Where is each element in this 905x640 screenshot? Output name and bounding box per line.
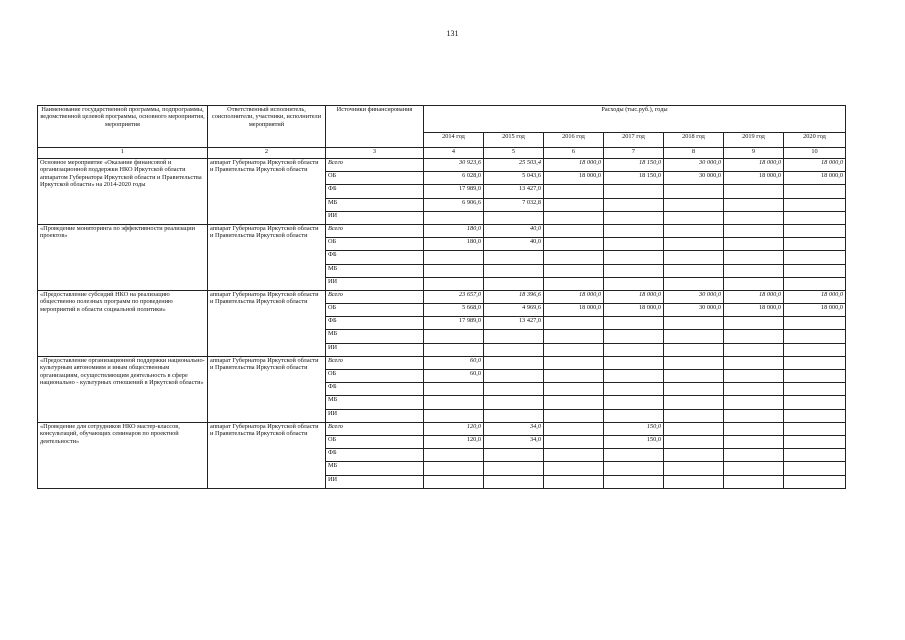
column-number-row bbox=[38, 148, 846, 159]
amount-cell: 18 000,0 bbox=[784, 290, 846, 303]
amount-cell bbox=[484, 475, 544, 488]
amount-cell bbox=[604, 224, 664, 237]
amount-cell: 34,0 bbox=[484, 422, 544, 435]
amount-cell bbox=[664, 264, 724, 277]
amount-cell bbox=[724, 198, 784, 211]
amount-cell bbox=[424, 383, 484, 396]
amount-cell bbox=[784, 238, 846, 251]
amount-cell bbox=[664, 409, 724, 422]
year-header: 2015 год bbox=[484, 133, 544, 148]
amount-cell bbox=[784, 185, 846, 198]
amount-cell bbox=[784, 475, 846, 488]
amount-cell bbox=[784, 422, 846, 435]
amount-cell bbox=[664, 356, 724, 369]
amount-cell bbox=[544, 396, 604, 409]
amount-cell: 120,0 bbox=[424, 422, 484, 435]
column-number: 10 bbox=[784, 148, 846, 159]
amount-cell: 18 000,0 bbox=[784, 172, 846, 185]
funding-source: ФБ bbox=[326, 317, 424, 330]
amount-cell bbox=[724, 211, 784, 224]
amount-cell bbox=[604, 383, 664, 396]
amount-cell bbox=[604, 211, 664, 224]
amount-cell: 150,0 bbox=[604, 422, 664, 435]
amount-cell bbox=[544, 343, 604, 356]
amount-cell: 6 906,6 bbox=[424, 198, 484, 211]
amount-cell bbox=[664, 383, 724, 396]
amount-cell: 7 032,8 bbox=[484, 198, 544, 211]
amount-cell bbox=[664, 238, 724, 251]
amount-cell bbox=[724, 277, 784, 290]
funding-source: МБ bbox=[326, 396, 424, 409]
amount-cell: 18 000,0 bbox=[604, 290, 664, 303]
funding-source: Всего bbox=[326, 290, 424, 303]
amount-cell bbox=[604, 475, 664, 488]
amount-cell: 13 427,0 bbox=[484, 317, 544, 330]
amount-cell bbox=[604, 277, 664, 290]
amount-cell bbox=[784, 435, 846, 448]
amount-cell bbox=[724, 435, 784, 448]
amount-cell bbox=[724, 449, 784, 462]
amount-cell bbox=[484, 277, 544, 290]
amount-cell bbox=[664, 370, 724, 383]
amount-cell bbox=[604, 251, 664, 264]
executor: аппарат Губернатора Иркутской области и Правительства Иркутской области bbox=[208, 290, 326, 356]
amount-cell bbox=[484, 330, 544, 343]
amount-cell bbox=[724, 409, 784, 422]
amount-cell bbox=[484, 409, 544, 422]
amount-cell: 120,0 bbox=[424, 435, 484, 448]
amount-cell bbox=[784, 251, 846, 264]
amount-cell bbox=[484, 264, 544, 277]
amount-cell bbox=[424, 264, 484, 277]
amount-cell bbox=[784, 462, 846, 475]
amount-cell: 17 989,0 bbox=[424, 317, 484, 330]
amount-cell: 30 000,0 bbox=[664, 159, 724, 172]
amount-cell: 30 000,0 bbox=[664, 172, 724, 185]
amount-cell bbox=[664, 277, 724, 290]
column-number: 9 bbox=[724, 148, 784, 159]
amount-cell bbox=[604, 185, 664, 198]
amount-cell: 4 969,6 bbox=[484, 304, 544, 317]
amount-cell bbox=[424, 251, 484, 264]
amount-cell bbox=[544, 330, 604, 343]
funding-source: ФБ bbox=[326, 449, 424, 462]
amount-cell bbox=[784, 211, 846, 224]
amount-cell bbox=[724, 251, 784, 264]
funding-source: ОБ bbox=[326, 238, 424, 251]
amount-cell: 23 657,0 bbox=[424, 290, 484, 303]
amount-cell bbox=[664, 422, 724, 435]
amount-cell: 40,0 bbox=[484, 224, 544, 237]
amount-cell: 18 000,0 bbox=[724, 172, 784, 185]
amount-cell bbox=[784, 224, 846, 237]
amount-cell bbox=[544, 198, 604, 211]
amount-cell bbox=[544, 409, 604, 422]
amount-cell bbox=[424, 211, 484, 224]
amount-cell bbox=[724, 396, 784, 409]
amount-cell bbox=[664, 396, 724, 409]
activity-name: «Предоставление субсидий НКО на реализацию общественно полезных программ по проведению мероприятий в области социальной политики» bbox=[38, 290, 208, 356]
table-row bbox=[38, 422, 846, 435]
funding-source: ИИ bbox=[326, 409, 424, 422]
amount-cell bbox=[664, 462, 724, 475]
amount-cell bbox=[664, 435, 724, 448]
amount-cell bbox=[724, 383, 784, 396]
amount-cell bbox=[544, 317, 604, 330]
amount-cell bbox=[544, 422, 604, 435]
year-header: 2020 год bbox=[784, 133, 846, 148]
funding-source: ОБ bbox=[326, 435, 424, 448]
amount-cell bbox=[724, 370, 784, 383]
column-number: 2 bbox=[208, 148, 326, 159]
amount-cell: 18 000,0 bbox=[544, 159, 604, 172]
amount-cell bbox=[544, 475, 604, 488]
amount-cell bbox=[484, 370, 544, 383]
activity-name: Основное мероприятие «Оказание финансовой и организационной поддержки НКО Иркутской области аппаратом Губернатора Иркутской области и Правительства Иркутской области» на 2014-2020 годы bbox=[38, 159, 208, 225]
column-number: 8 bbox=[664, 148, 724, 159]
executor: аппарат Губернатора Иркутской области и Правительства Иркутской области bbox=[208, 224, 326, 290]
amount-cell bbox=[664, 330, 724, 343]
amount-cell: 60,0 bbox=[424, 370, 484, 383]
amount-cell bbox=[784, 330, 846, 343]
amount-cell bbox=[664, 251, 724, 264]
amount-cell bbox=[484, 449, 544, 462]
amount-cell bbox=[604, 343, 664, 356]
year-header: 2016 год bbox=[544, 133, 604, 148]
amount-cell bbox=[664, 317, 724, 330]
amount-cell: 18 000,0 bbox=[604, 304, 664, 317]
funding-source: ОБ bbox=[326, 304, 424, 317]
funding-source: МБ bbox=[326, 462, 424, 475]
amount-cell: 18 150,0 bbox=[604, 159, 664, 172]
amount-cell bbox=[784, 449, 846, 462]
amount-cell bbox=[544, 462, 604, 475]
amount-cell: 180,0 bbox=[424, 224, 484, 237]
funding-source: МБ bbox=[326, 264, 424, 277]
column-number: 1 bbox=[38, 148, 208, 159]
amount-cell bbox=[484, 396, 544, 409]
amount-cell bbox=[544, 211, 604, 224]
executor: аппарат Губернатора Иркутской области и Правительства Иркутской области bbox=[208, 422, 326, 488]
amount-cell bbox=[724, 422, 784, 435]
amount-cell bbox=[664, 224, 724, 237]
amount-cell bbox=[724, 356, 784, 369]
table-row bbox=[38, 290, 846, 303]
amount-cell bbox=[544, 251, 604, 264]
amount-cell: 34,0 bbox=[484, 435, 544, 448]
amount-cell bbox=[604, 396, 664, 409]
amount-cell: 18 000,0 bbox=[784, 304, 846, 317]
column-number: 4 bbox=[424, 148, 484, 159]
amount-cell bbox=[424, 409, 484, 422]
amount-cell bbox=[724, 264, 784, 277]
amount-cell bbox=[544, 185, 604, 198]
amount-cell: 18 150,0 bbox=[604, 172, 664, 185]
amount-cell bbox=[484, 343, 544, 356]
amount-cell: 18 000,0 bbox=[724, 159, 784, 172]
amount-cell bbox=[784, 356, 846, 369]
amount-cell bbox=[724, 475, 784, 488]
activity-name: «Предоставление организационной поддержки национально-культурным автономиям и иным общественным организациям, осуществляющим деятельность в сфере национально - культурных отношений в Иркутской области» bbox=[38, 356, 208, 422]
budget-table bbox=[37, 105, 846, 489]
amount-cell bbox=[424, 475, 484, 488]
amount-cell bbox=[544, 224, 604, 237]
funding-source: ИИ bbox=[326, 343, 424, 356]
amount-cell bbox=[784, 277, 846, 290]
executor: аппарат Губернатора Иркутской области и Правительства Иркутской области bbox=[208, 356, 326, 422]
amount-cell: 6 028,0 bbox=[424, 172, 484, 185]
header-name: Наименование государственной программы, подпрограммы, ведомственной целевой программы, основного мероприятия, мероприятия bbox=[38, 106, 208, 148]
amount-cell bbox=[604, 449, 664, 462]
amount-cell bbox=[544, 238, 604, 251]
header-expenses: Расходы (тыс.руб.), годы bbox=[424, 106, 846, 133]
amount-cell: 30 923,6 bbox=[424, 159, 484, 172]
column-number: 5 bbox=[484, 148, 544, 159]
amount-cell bbox=[484, 383, 544, 396]
funding-source: ФБ bbox=[326, 251, 424, 264]
amount-cell: 18 000,0 bbox=[724, 304, 784, 317]
amount-cell: 18 000,0 bbox=[544, 172, 604, 185]
amount-cell bbox=[724, 330, 784, 343]
funding-source: ФБ bbox=[326, 383, 424, 396]
column-number: 3 bbox=[326, 148, 424, 159]
amount-cell bbox=[664, 475, 724, 488]
amount-cell bbox=[604, 462, 664, 475]
amount-cell bbox=[604, 317, 664, 330]
amount-cell: 18 000,0 bbox=[544, 290, 604, 303]
amount-cell bbox=[784, 383, 846, 396]
executor: аппарат Губернатора Иркутской области и Правительства Иркутской области bbox=[208, 159, 326, 225]
amount-cell: 60,0 bbox=[424, 356, 484, 369]
amount-cell bbox=[784, 317, 846, 330]
funding-source: ОБ bbox=[326, 370, 424, 383]
funding-source: ИИ bbox=[326, 211, 424, 224]
amount-cell bbox=[724, 462, 784, 475]
amount-cell bbox=[544, 264, 604, 277]
table-row bbox=[38, 224, 846, 237]
amount-cell bbox=[724, 224, 784, 237]
header-source: Источники финансирования bbox=[326, 106, 424, 148]
amount-cell: 5 668,0 bbox=[424, 304, 484, 317]
amount-cell: 18 000,0 bbox=[784, 159, 846, 172]
funding-source: МБ bbox=[326, 330, 424, 343]
column-number: 6 bbox=[544, 148, 604, 159]
amount-cell bbox=[604, 198, 664, 211]
amount-cell: 180,0 bbox=[424, 238, 484, 251]
amount-cell bbox=[544, 356, 604, 369]
amount-cell: 18 000,0 bbox=[544, 304, 604, 317]
amount-cell bbox=[544, 277, 604, 290]
amount-cell bbox=[784, 409, 846, 422]
amount-cell bbox=[664, 343, 724, 356]
page-number: 131 bbox=[446, 29, 459, 38]
amount-cell bbox=[784, 370, 846, 383]
amount-cell bbox=[724, 343, 784, 356]
table-row bbox=[38, 356, 846, 369]
funding-source: Всего bbox=[326, 356, 424, 369]
amount-cell bbox=[544, 449, 604, 462]
table-header bbox=[38, 106, 846, 159]
amount-cell bbox=[724, 317, 784, 330]
amount-cell bbox=[424, 449, 484, 462]
amount-cell bbox=[604, 264, 664, 277]
amount-cell bbox=[604, 238, 664, 251]
year-header: 2018 год bbox=[664, 133, 724, 148]
funding-source: ИИ bbox=[326, 475, 424, 488]
amount-cell bbox=[424, 396, 484, 409]
amount-cell bbox=[724, 238, 784, 251]
amount-cell bbox=[424, 277, 484, 290]
amount-cell bbox=[544, 383, 604, 396]
amount-cell: 18 396,6 bbox=[484, 290, 544, 303]
amount-cell bbox=[424, 462, 484, 475]
amount-cell bbox=[484, 211, 544, 224]
amount-cell: 18 000,0 bbox=[724, 290, 784, 303]
year-header: 2017 год bbox=[604, 133, 664, 148]
amount-cell bbox=[664, 211, 724, 224]
activity-name: «Проведение мониторинга по эффективности реализации проектов» bbox=[38, 224, 208, 290]
amount-cell bbox=[784, 198, 846, 211]
amount-cell bbox=[724, 185, 784, 198]
amount-cell: 5 043,6 bbox=[484, 172, 544, 185]
amount-cell bbox=[544, 435, 604, 448]
header-executor: Ответственный исполнитель, соисполнители, участники, исполнители мероприятий bbox=[208, 106, 326, 148]
amount-cell: 25 503,4 bbox=[484, 159, 544, 172]
amount-cell bbox=[604, 356, 664, 369]
funding-source: ОБ bbox=[326, 172, 424, 185]
activity-name: «Проведение для сотрудников НКО мастер-классов, консультаций, обучающих семинаров по проектной деятельности» bbox=[38, 422, 208, 488]
amount-cell bbox=[664, 449, 724, 462]
funding-source: МБ bbox=[326, 198, 424, 211]
amount-cell: 30 000,0 bbox=[664, 304, 724, 317]
amount-cell bbox=[784, 264, 846, 277]
amount-cell bbox=[544, 370, 604, 383]
year-header: 2019 год bbox=[724, 133, 784, 148]
amount-cell: 30 000,0 bbox=[664, 290, 724, 303]
amount-cell bbox=[604, 330, 664, 343]
funding-source: Всего bbox=[326, 224, 424, 237]
amount-cell: 150,0 bbox=[604, 435, 664, 448]
amount-cell bbox=[784, 396, 846, 409]
amount-cell: 40,0 bbox=[484, 238, 544, 251]
amount-cell bbox=[664, 198, 724, 211]
amount-cell bbox=[604, 370, 664, 383]
amount-cell bbox=[484, 356, 544, 369]
amount-cell bbox=[604, 409, 664, 422]
funding-source: Всего bbox=[326, 422, 424, 435]
amount-cell: 17 989,0 bbox=[424, 185, 484, 198]
column-number: 7 bbox=[604, 148, 664, 159]
amount-cell bbox=[424, 330, 484, 343]
funding-source: Всего bbox=[326, 159, 424, 172]
funding-source: ФБ bbox=[326, 185, 424, 198]
amount-cell bbox=[484, 251, 544, 264]
table-body bbox=[38, 159, 846, 489]
year-header: 2014 год bbox=[424, 133, 484, 148]
amount-cell bbox=[424, 343, 484, 356]
amount-cell: 13 427,0 bbox=[484, 185, 544, 198]
amount-cell bbox=[784, 343, 846, 356]
funding-source: ИИ bbox=[326, 277, 424, 290]
table-row bbox=[38, 159, 846, 172]
amount-cell bbox=[664, 185, 724, 198]
amount-cell bbox=[484, 462, 544, 475]
